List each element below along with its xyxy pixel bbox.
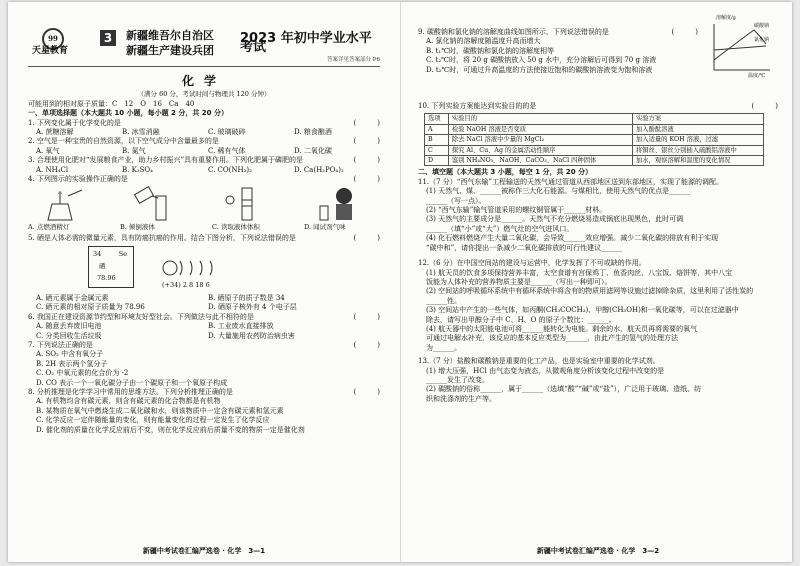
options <box>28 166 380 175</box>
answer-paren: ( ) <box>353 137 380 146</box>
answer-line: ______（填“小”或“大”）燃气灶的空气进风口。 <box>426 224 574 233</box>
table-cell: A <box>425 124 449 134</box>
question-stem: 7. 下列说法正确的是 <box>28 340 93 349</box>
table-cell: B <box>425 135 449 145</box>
answer-line: (4) 化石燃料燃烧产生大量二氧化碳，会导致______效应增强。减少二氧化碳的排放有利于实现 <box>426 234 719 243</box>
answer-line: ______（写一点）。 <box>426 196 486 205</box>
answer-line: (3) 空间站中产生的一些气体，如丙酮(CH₃COCH₃)、甲醇(CH₃OH)和一氧化碳等，可以在过滤器中 <box>426 306 739 315</box>
section-1-title: 一、单项选择题（本大题共 10 小题，每小题 2 分，共 20 分） <box>28 109 228 118</box>
answer-line: 织和洗涤剂的生产等。 <box>426 394 496 403</box>
table-cell: 鉴别 NH₄NO₃、NaOH、CaCO₃、NaCl 四种固体 <box>448 156 632 166</box>
graduated-cylinder-icon <box>222 186 272 222</box>
page-fold <box>400 2 401 562</box>
table-cell: 将铜丝、银丝分别插入硫酸铝溶液中 <box>632 145 763 155</box>
option-b: B. t₁℃时，碳酸钠和氯化钠的溶解度相等 <box>426 46 555 55</box>
question-stem: 8. 分析推理是化学学习中常用的思维方法。下列分析推理正确的是 <box>28 387 233 396</box>
question-stem: 5. 硒是人体必需的微量元素，具有防癌抗癌的作用。结合下图分析，下列说法错误的是 <box>28 234 296 243</box>
figure-caption: A. 点燃酒精灯 <box>28 223 70 232</box>
answer-reference: 答案详见答案部分 P6 <box>327 57 380 63</box>
element-name: 硒 <box>99 261 106 270</box>
exam-sheet <box>8 2 792 562</box>
question-stem: 10. 下列实验方案能达到实验目的的是 <box>418 102 537 110</box>
answer-line: (1) 航天员的饮食多项保持营养丰富，太空食谱有宫保鸡丁、鱼香肉丝、八宝饭、烙饼等，其中八宝 <box>426 268 733 277</box>
answer-line: (2) 空间站的呼吸循环系统中有循环系统中将含有的物质用滤网等设施过滤掉除杂质，这里利用了活性炭的 <box>426 287 754 296</box>
answer-line: (3) 天然气的主要成分是______。天然气不充分燃烧易造成锅底出现黑色，此时可调 <box>426 215 684 224</box>
table-cell: 加入适量的 KOH 溶液，过滤 <box>632 135 763 145</box>
atom-structure <box>162 246 222 292</box>
exam-header <box>28 2 380 64</box>
table-cell: 加入酚酞溶液 <box>632 124 763 134</box>
question-2 <box>28 137 380 156</box>
option-a: A. 氧气 <box>36 146 60 155</box>
answer-paren: ( ) <box>353 387 380 396</box>
element-figures <box>88 246 380 292</box>
option-c: C. O₂ 中氧元素的化合价为 -2 <box>36 369 129 378</box>
answer-paren: ( ) <box>353 312 380 321</box>
question-3 <box>28 156 380 175</box>
right-page <box>418 2 778 562</box>
answer-line: “碳中和”，请你提出一条减少二氧化碳排放的可行性建议______ <box>426 243 623 252</box>
element-tile <box>88 246 134 288</box>
lab-figures <box>28 186 380 232</box>
option-d: D. 催化剂的质量在化学反应前后不变，则在化学反应前后质量不变的物质一定是催化剂 <box>36 425 305 434</box>
question-13 <box>418 357 778 404</box>
logo-mark: 99 <box>42 28 64 50</box>
answer-line: (1) 天然气、煤、______被称作三大化石能源。与煤相比，使用天然气的优点是______ <box>426 187 691 196</box>
table-cell: D <box>425 156 449 166</box>
exam-title: 2023 年初中学业水平考试 <box>240 31 372 56</box>
question-stem: 12.（6 分）在中国空间站的建设与运营中，化学发挥了不可或缺的作用。 <box>418 259 646 268</box>
question-4 <box>28 175 380 232</box>
option-a: A. 随意丢弃废旧电池 <box>36 322 102 331</box>
options <box>28 322 380 341</box>
table-cell: 加水，观察溶解和温度的变化情况 <box>632 156 763 166</box>
options <box>28 147 380 156</box>
option-a: A. SO₂ 中含有氧分子 <box>36 350 104 359</box>
option-c: C. 硒元素的相对原子质量为 78.96 <box>36 303 145 312</box>
answer-paren: ( ) <box>671 28 698 36</box>
figure-caption: C. 读取液体体积 <box>212 223 260 232</box>
option-b: B. 硒原子的质子数是 34 <box>208 293 285 302</box>
answer-paren: ( ) <box>353 156 380 165</box>
table-header-row <box>425 114 764 124</box>
question-12 <box>418 259 778 353</box>
option-a: A. 有机物均含有碳元素，则含有碳元素的化合物都是有机物 <box>36 397 221 406</box>
question-5 <box>28 234 380 312</box>
atomic-number: 34 <box>93 249 102 258</box>
figure-c <box>212 186 288 232</box>
question-stem: 11.（7 分）“西气东输”工程输送的天然气通过管道从西部地区送到东部地区，实现了能源的调配。 <box>418 177 723 186</box>
badge-number: 3 <box>100 30 116 46</box>
question-7 <box>28 341 380 388</box>
options <box>28 294 380 313</box>
question-stem: 2. 空气是一种宝贵的自然资源，以下空气成分中含量最多的是 <box>28 137 219 146</box>
brand-name: 天星教育 <box>32 46 69 56</box>
atom-structure-label: (+34) 2 8 18 6 <box>162 281 210 290</box>
option-d: D. 二氧化碳 <box>294 146 332 155</box>
option-d: D. t₂℃时，可通过升高温度的方法使接近饱和的碳酸钠溶液变为饱和溶液 <box>426 65 653 74</box>
electron-shell-icon <box>162 258 222 278</box>
option-c: C. t₂℃时，将 20 g 碳酸钠放入 50 g 水中，充分溶解后可得到 70 g 溶液 <box>426 56 657 65</box>
answer-paren: ( ) <box>353 234 380 243</box>
answer-line: ______性。 <box>426 296 461 305</box>
region-line1: 新疆维吾尔自治区 <box>126 29 214 42</box>
answer-paren: ( ) <box>353 340 380 349</box>
smelling-reagent-icon <box>314 186 364 222</box>
table-cell: 探究 Al、Cu、Ag 的金属活动性顺序 <box>448 145 632 155</box>
option-d: D. 大量施用农药防治病虫害 <box>208 331 295 340</box>
experiment-table <box>424 113 764 166</box>
header-rule <box>28 66 380 67</box>
pouring-liquid-icon <box>130 186 180 222</box>
option-b: B. 氮气 <box>122 146 146 155</box>
table-row <box>425 124 764 134</box>
subject-title: 化学 <box>181 74 226 88</box>
question-stem: 3. 合理使用化肥对“发展粮食产业，助力乡村振兴”具有重要作用。下列化肥属于磷肥的是 <box>28 156 304 165</box>
curve-xlabel: 温度/℃ <box>748 73 766 79</box>
option-d: D. 硒原子核外有 4 个电子层 <box>208 303 297 312</box>
footer-right: 新疆中考试卷汇编严选卷 · 化学 3—2 <box>536 546 660 555</box>
answer-paren: ( ) <box>353 175 380 184</box>
option-b: B. 冰雪消融 <box>122 128 160 137</box>
option-c: C. CO(NH₂)₂ <box>208 165 252 174</box>
question-11 <box>418 178 778 253</box>
option-b: B. 2H 表示两个氢分子 <box>36 359 108 368</box>
answer-line: (4) 航天器中的太阳能电池可将______能转化为电能。剩余的水，航天员再将需要的氧气 <box>426 324 698 333</box>
table-header: 实验目的 <box>448 114 632 124</box>
table-cell: 检验 NaOH 溶液是否变质 <box>448 124 632 134</box>
answer-line: ______发生了改变。 <box>426 375 489 384</box>
curve-series-1: 碳酸钠 <box>754 23 770 29</box>
question-stem: 6. 我国正在建设资源节约型和环境友好型社会。下列做法与此不相符的是 <box>28 312 254 321</box>
figure-a <box>28 186 104 232</box>
question-10 <box>418 102 778 166</box>
footer-left: 新疆中考试卷汇编严选卷 · 化学 3—1 <box>142 546 266 555</box>
option-c: C. 分类回收生活垃圾 <box>36 331 102 340</box>
table-header: 实验方案 <box>632 114 763 124</box>
atomic-mass-value: 78.96 <box>97 273 116 282</box>
region-line2: 新疆生产建设兵团 <box>126 44 214 57</box>
option-a: A. 氯化钠的溶解度随温度升高而增大 <box>426 37 541 46</box>
curve-ylabel: 溶解度/g <box>716 15 736 21</box>
option-b: B. 某物质在氧气中燃烧生成二氧化碳和水，则该物质中一定含有碳元素和氢元素 <box>36 406 284 415</box>
exam-info: （满分 60 分，考试时间与物理共 120 分钟） <box>137 90 271 99</box>
answer-paren: ( ) <box>751 102 778 110</box>
option-d: D. CO 表示一个一氧化碳分子由一个碳原子和一个氧原子构成 <box>36 378 228 387</box>
answer-line: 为______。 <box>426 343 461 352</box>
figure-caption: B. 倾倒液体 <box>120 223 155 232</box>
alcohol-lamp-icon <box>38 186 88 222</box>
answer-line: (1) 增大压强，HCl 由气态变为液态，从微观角度分析该变化过程中改变的是 <box>426 366 665 375</box>
atomic-mass: 可能用到的相对原子质量：C 12 O 16 Ca 40 <box>28 99 195 108</box>
option-a: A. 蔗糖溶解 <box>36 128 74 137</box>
option-d: D. 粮食酿酒 <box>294 128 332 137</box>
left-page <box>28 2 380 562</box>
figure-d <box>304 186 380 232</box>
question-stem: 13.（7 分）盐酸和碳酸钠是重要的化工产品，也是实验室中重要的化学试剂。 <box>418 357 660 366</box>
question-stem: 9. 碳酸钠和氯化钠的溶解度曲线如图所示，下列说法错误的是 <box>418 28 609 36</box>
brand-logo <box>32 28 70 56</box>
curve-series-2: 氯化钠 <box>754 37 770 43</box>
question-1 <box>28 119 380 138</box>
figure-caption: D. 闻试剂气味 <box>304 223 346 232</box>
option-a: A. NH₄Cl <box>36 165 69 174</box>
element-symbol: Se <box>118 249 127 258</box>
option-b: B. 工业废水直接排放 <box>208 322 274 331</box>
figure-b <box>120 186 196 232</box>
table-row <box>425 145 764 155</box>
option-b: B. K₂SO₄ <box>122 165 153 174</box>
answer-line: 除去，请写出甲醇分子中 C、H、O 的原子个数比：______。 <box>426 315 616 324</box>
answer-line: (2) 碳酸钠的俗称______，属于______（选填“酸”“碱”或“盐”），广泛用于玻璃、造纸、纺 <box>426 385 702 394</box>
section-2-title: 二、填空题（本大题共 3 小题，每空 1 分，共 20 分） <box>418 168 593 177</box>
option-c: C. 化学反应一定伴随能量的变化，则有能量变化的过程一定发生了化学反应 <box>36 416 270 425</box>
option-a: A. 硒元素属于金属元素 <box>36 293 109 302</box>
answer-line: 饭能为人体补充的营养物质主要是______（写出一种即可）。 <box>426 277 612 286</box>
option-c: C. 稀有气体 <box>208 146 246 155</box>
table-cell: C <box>425 145 449 155</box>
table-row <box>425 135 764 145</box>
question-9 <box>418 2 778 102</box>
question-stem: 4. 下列图示的实验操作正确的是 <box>28 175 128 184</box>
option-c: C. 玻璃破碎 <box>208 128 246 137</box>
option-d: D. Ca(H₂PO₄)₂ <box>294 165 344 174</box>
region-names <box>126 28 214 58</box>
question-6 <box>28 313 380 341</box>
table-row <box>425 156 764 166</box>
table-header: 选项 <box>425 114 449 124</box>
solubility-curve <box>704 15 774 80</box>
answer-paren: ( ) <box>353 118 380 127</box>
question-stem: 1. 下列变化属于化学变化的是 <box>28 118 121 127</box>
answer-line: (2) “西气东输”输气管道采用的螺纹钢管属于______材料。 <box>426 206 607 215</box>
table-cell: 除去 NaCl 溶液中少量的 MgCl₂ <box>448 135 632 145</box>
answer-line: 可通过电解水补充，该反应的基本反应类型为______，由此产生的氢气的处理方法 <box>426 334 678 343</box>
question-8 <box>28 388 380 435</box>
